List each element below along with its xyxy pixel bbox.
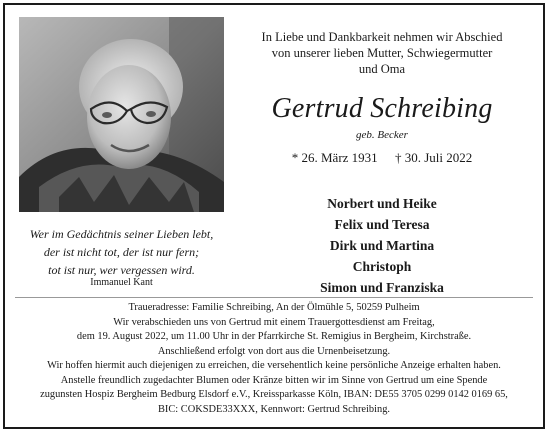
maiden-name: geb. Becker (356, 129, 408, 141)
portrait-image (19, 17, 224, 212)
divider (15, 297, 533, 298)
death-date: † 30. Juli 2022 (394, 150, 473, 165)
service-details (11, 301, 537, 417)
birth-date: * 26. März 1931 (291, 150, 378, 165)
quote-line: Wer im Gedächtnis seiner Lieben lebt, (29, 227, 214, 241)
detail-line: zugunsten Hospiz Bergheim Bedburg Elsdorf e.V., Kreissparkasse Köln, IBAN: DE55 3705 0299 0142 0169 65, (40, 389, 508, 400)
family-member: Christoph (352, 259, 412, 274)
quote-line: tot ist nur, wer vergessen wird. (48, 263, 195, 277)
family-members (237, 193, 527, 298)
intro-line: In Liebe und Dankbarkeit nehmen wir Abschied (261, 30, 503, 44)
intro-text (237, 29, 527, 77)
intro-line: und Oma (358, 62, 406, 76)
obituary-notice (3, 3, 545, 429)
detail-line: dem 19. August 2022, um 11.00 Uhr in der Pfarrkirche St. Remigius in Bergheim, Kirchstraße. (76, 331, 472, 342)
family-member: Norbert und Heike (327, 196, 437, 211)
detail-line: Anstelle freundlich zugedachter Blumen oder Kränze bitten wir im Sinne von Gertrud um eine Spende (60, 374, 488, 386)
portrait-photo (19, 17, 224, 212)
detail-line: BIC: COKSDE33XXX, Kennwort: Gertrud Schreibing. (157, 403, 391, 415)
detail-line: Wir hoffen hiermit auch diejenigen zu erreichen, die versehentlich keine persönliche Anzeige erhalten haben. (47, 360, 501, 371)
family-member: Dirk und Martina (329, 238, 435, 253)
detail-line: Traueradresse: Familie Schreibing, An der Ölmühle 5, 50259 Pulheim (128, 302, 420, 313)
deceased-name: Gertrud Schreibing (271, 93, 493, 124)
quote-author: Immanuel Kant (90, 277, 153, 288)
memorial-quote (19, 225, 224, 279)
quote-line: der ist nicht tot, der ist nur fern; (43, 245, 200, 259)
detail-line: Wir verabschieden uns von Gertrud mit einem Trauergottesdienst am Freitag, (113, 316, 435, 328)
detail-line: Anschließend erfolgt von dort aus die Urnenbeisetzung. (157, 345, 391, 357)
intro-line: von unserer lieben Mutter, Schwiegermutter (271, 46, 493, 60)
family-member: Simon und Franziska (320, 280, 444, 295)
life-dates (237, 150, 527, 166)
family-member: Felix und Teresa (334, 217, 430, 232)
